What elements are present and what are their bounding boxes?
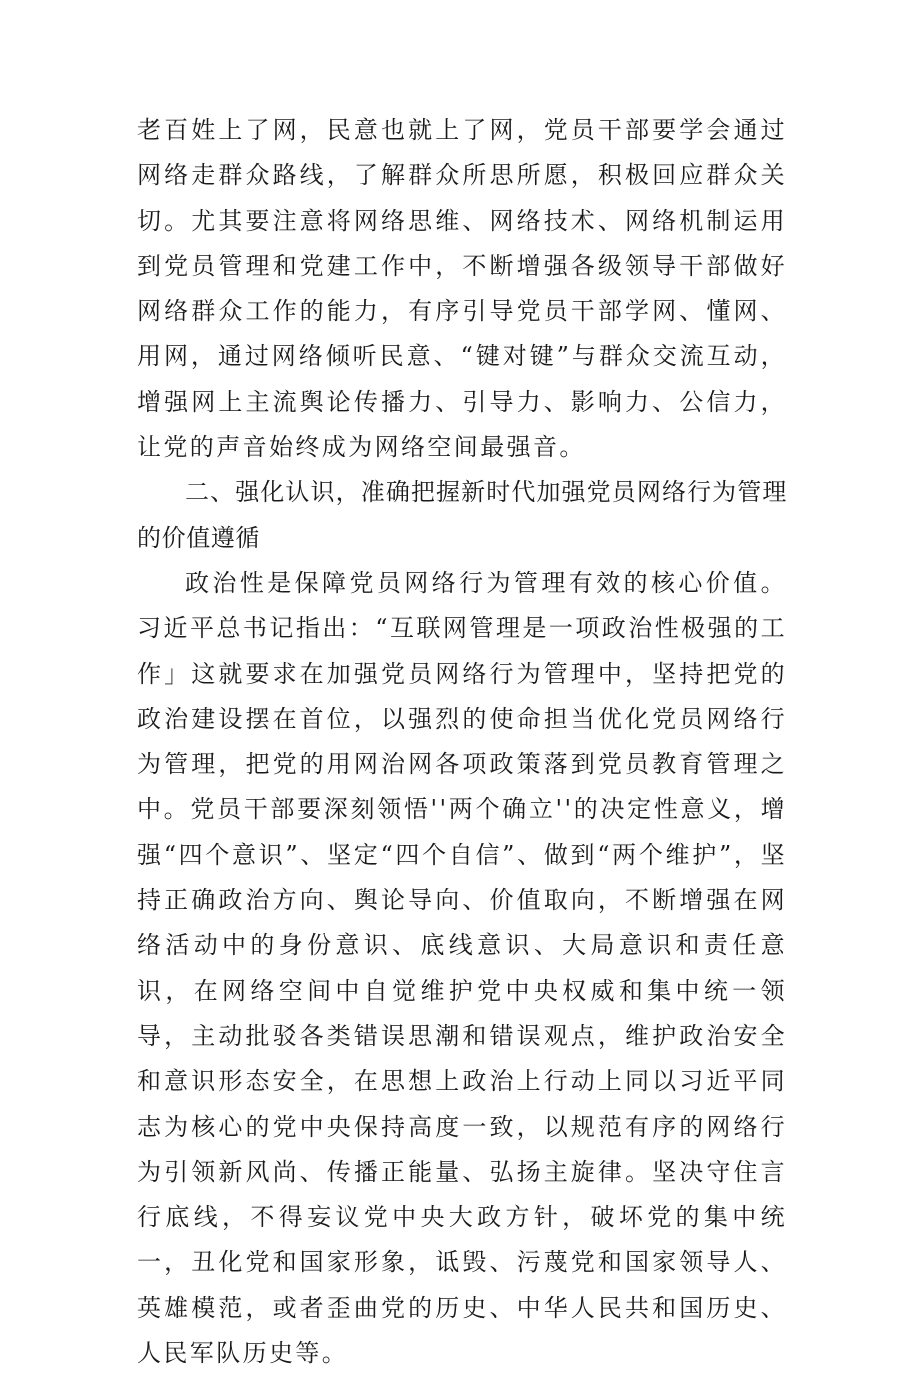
document-body [137, 108, 787, 1376]
section-heading: 二、强化认识，准确把握新时代加强党员网络行为管理的价值遵循 [137, 478, 787, 552]
paragraph-continuation: 老百姓上了网，民意也就上了网，党员干部要学会通过网络走群众路线，了解群众所思所愿，积极回应群众关切。尤其要注意将网络思维、网络技术、网络机制运用到党员管理和党建工作中，不断增强各级领导干部做好网络群众工作的能力，有序引导党员干部学网、懂网、用网，通过网络倾听民意、“键对键”与群众交流互动，增强网上主流舆论传播力、引导力、影响力、公信力，让党的声音始终成为网络空间最强音。 [137, 116, 787, 462]
paragraph-political-value: 政治性是保障党员网络行为管理有效的核心价值。习近平总书记指出：“互联网管理是一项政治性极强的工作」这就要求在加强党员网络行为管理中，坚持把党的政治建设摆在首位，以强烈的使命担当优化党员网络行为管理，把党的用网治网各项政策落到党员教育管理之中。党员干部要深刻领悟''两个确立''的决定性意义，增强“四个意识”、坚定“四个自信”、做到“两个维护”，坚持正确政治方向、舆论导向、价值取向，不断增强在网络活动中的身份意识、底线意识、大局意识和责任意识，在网络空间中自觉维护党中央权威和集中统一领导，主动批驳各类错误思潮和错误观点，维护政治安全和意识形态安全，在思想上政治上行动上同以习近平同志为核心的党中央保持高度一致，以规范有序的网络行为引领新风尚、传播正能量、弘扬主旋律。坚决守住言行底线，不得妄议党中央大政方针，破坏党的集中统一，丑化党和国家形象，诋毁、污蔑党和国家领导人、英雄模范，或者歪曲党的历史、中华人民共和国历史、人民军队历史等。 [137, 568, 787, 1368]
